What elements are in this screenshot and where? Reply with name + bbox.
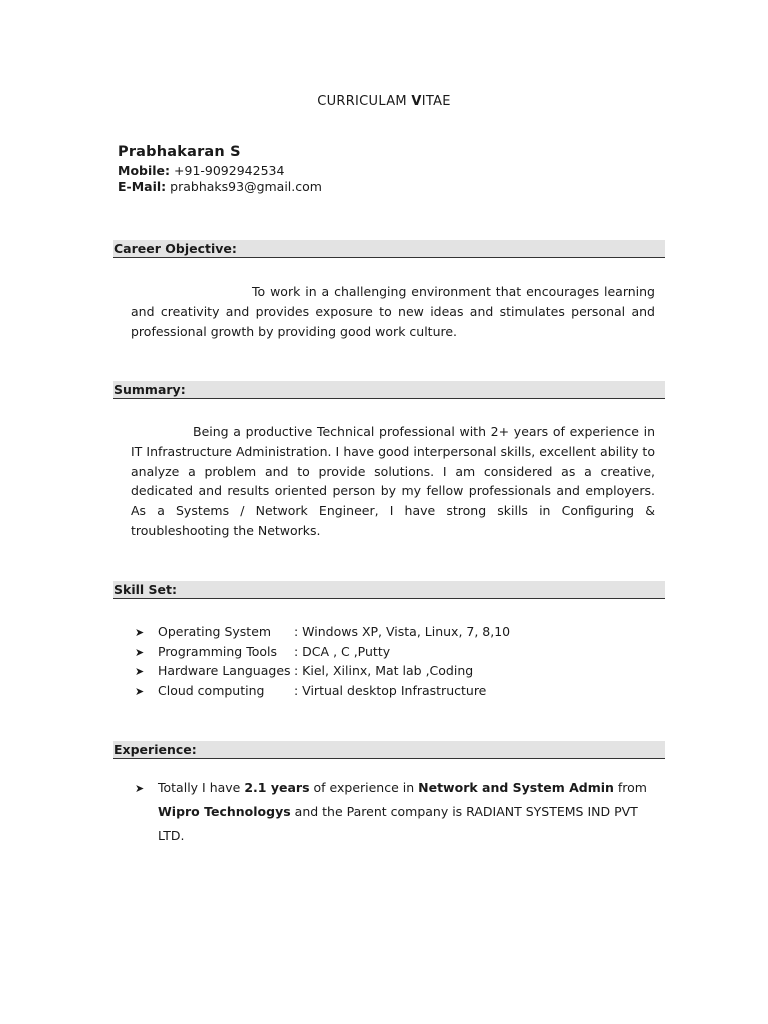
arrow-bullet-icon: ➤ xyxy=(135,665,145,679)
list-item xyxy=(135,642,510,662)
experience-text xyxy=(158,776,658,848)
mobile-label: Mobile: xyxy=(118,163,171,178)
list-item xyxy=(135,681,510,701)
experience-item xyxy=(135,776,665,843)
title-prefix: CURRICULAM xyxy=(317,94,412,109)
arrow-bullet-icon: ➤ xyxy=(135,626,145,639)
arrow-bullet-icon: ➤ xyxy=(135,645,145,659)
list-item xyxy=(135,661,510,681)
mobile-number: +91-9092942534 xyxy=(174,163,285,178)
skill-set-heading: Skill Set: xyxy=(113,581,665,599)
experience-text-part: from xyxy=(613,780,647,795)
arrow-bullet-icon: ➤ xyxy=(135,782,145,795)
summary-text: Being a productive Technical professional with 2+ years of experience in IT Infrastructure Administration. I have good interpersonal skills, excellent ability to analyze a problem and to provide solutions. I am considered as a creative, dedicated and results oriented person by my fellow professionals and employers. As a Systems / Network Engineer, I have strong skills in Configuring & troubleshooting the Networks. xyxy=(131,424,655,538)
document-title xyxy=(0,94,768,109)
skill-value: : Virtual desktop Infrastructure xyxy=(294,683,487,699)
skill-label: Cloud computing xyxy=(158,683,265,699)
experience-text-part: of experience in xyxy=(309,780,419,795)
skill-value: : DCA , C ,Putty xyxy=(294,643,391,659)
summary-heading: Summary: xyxy=(113,381,665,399)
experience-heading: Experience: xyxy=(113,741,665,759)
candidate-name: Prabhakaran S xyxy=(118,144,241,160)
skill-label: Hardware Languages xyxy=(158,663,291,679)
title-suffix: ITAE xyxy=(421,94,451,109)
experience-company: Wipro Technologys xyxy=(158,804,291,819)
career-objective-heading: Career Objective: xyxy=(113,240,665,258)
skill-value: : Windows XP, Vista, Linux, 7, 8,10 xyxy=(294,624,511,639)
skill-value: : Kiel, Xilinx, Mat lab ,Coding xyxy=(294,663,474,679)
experience-text-part: Totally I have xyxy=(158,780,245,795)
skill-label: Programming Tools xyxy=(158,643,278,659)
email-line xyxy=(118,179,322,194)
experience-text-part: and the Parent company is RADIANT SYSTEMS IND PVT LTD. xyxy=(158,804,638,843)
list-item xyxy=(135,622,510,642)
skill-list xyxy=(135,622,510,701)
email-address: prabhaks93@gmail.com xyxy=(170,179,322,194)
arrow-bullet-icon: ➤ xyxy=(135,685,145,699)
experience-role: Network and System Admin xyxy=(418,780,614,795)
experience-duration: 2.1 years xyxy=(244,780,310,795)
email-label: E-Mail: xyxy=(118,179,167,194)
career-objective-text: To work in a challenging environment that encourages learning and creativity and provides exposure to new ideas and stimulates personal and professional growth by providing good work culture. xyxy=(131,284,655,339)
mobile-line xyxy=(118,163,284,178)
skill-label: Operating System xyxy=(158,624,272,639)
title-bold-letter: V xyxy=(411,94,422,109)
